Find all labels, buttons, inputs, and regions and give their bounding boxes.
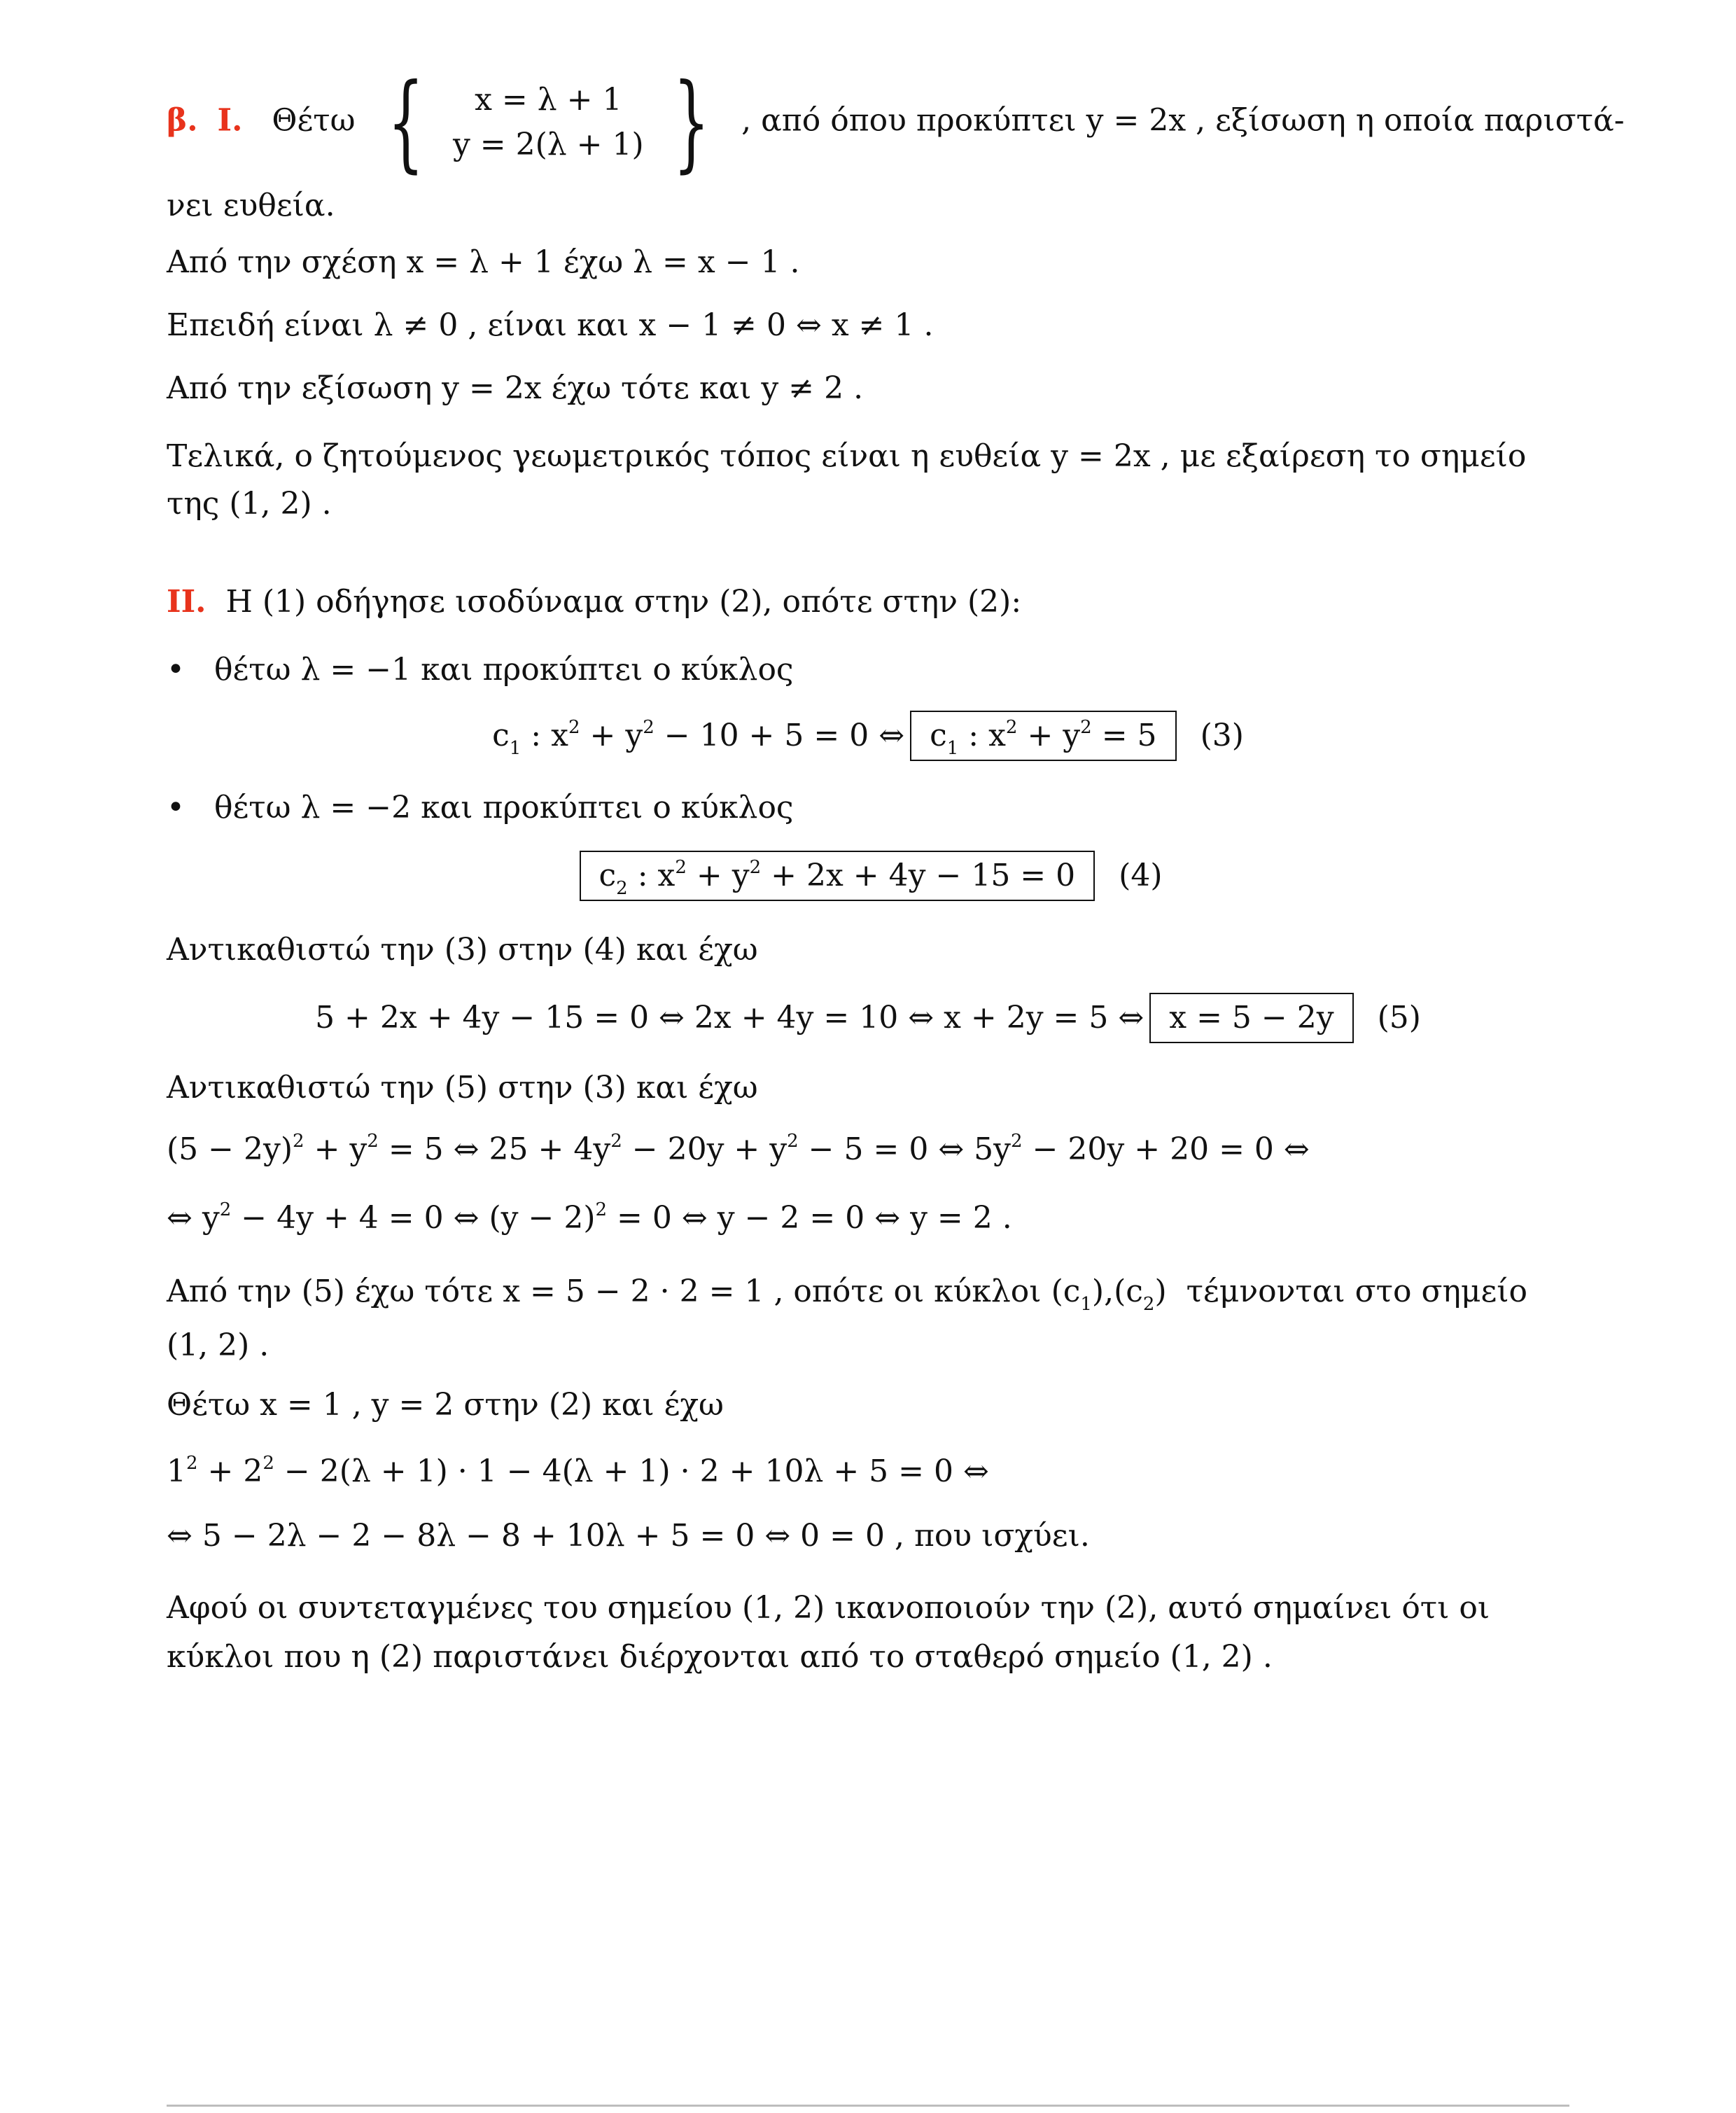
text-line: Αντικαθιστώ την (5) στην (3) και έχω: [167, 1070, 758, 1106]
equation-tag: (5): [1377, 1000, 1421, 1035]
equation-tag: (3): [1200, 718, 1244, 753]
equation-line: ⇔ $y^2 - 4y + 4 = 0$ ⇔ $(y - 2)^2 = 0$ ⇔ y − 2 = 0 ⇔ y = 2 .: [167, 1199, 1012, 1236]
equation-math: 5 + 2x + 4y − 15 = 0 ⇔ 2x + 4y = 10 ⇔ x + 2y = 5 ⇔: [315, 1000, 1144, 1035]
part-ii-heading: [167, 584, 1022, 620]
bullet-icon: •: [167, 652, 185, 688]
final-line: κύκλοι που η (2) παριστάνει διέρχονται από το σταθερό σημείο (1, 2) .: [167, 1639, 1273, 1675]
bullet-item: [167, 790, 794, 825]
boxed-equation: x = 5 − 2y: [1149, 993, 1353, 1043]
equation-math: $c_1$ : $x^2 + y^2 - 10 + 5 = 0$ ⇔: [492, 717, 905, 759]
equation-line: $1^2 + 2^2 - 2(\lambda + 1) \cdot 1 - 4(\lambda + 1) \cdot 2 + 10\lambda + 5 = 0$ ⇔: [167, 1453, 989, 1489]
intro-text: Θέτω: [272, 102, 356, 139]
text-line: τέμνονται στο σημείο: [1186, 1274, 1527, 1309]
roman-one-label: Ι.: [217, 102, 243, 139]
part-b-first-line: [167, 62, 1625, 183]
text-line: Επειδή είναι λ ≠ 0 , είναι και x − 1 ≠ 0 ⇔ x ≠ 1 .: [167, 307, 934, 343]
system-equation-1: x = λ + 1: [475, 82, 622, 118]
text-line: νει ευθεία.: [167, 188, 335, 223]
text-line: Αντικαθιστώ την (3) στην (4) και έχω: [167, 932, 758, 968]
text-line: Από την (5) έχω τότε x = 5 − 2 · 2 = 1 , οπότε οι κύκλοι: [167, 1274, 1042, 1309]
right-brace-icon: }: [673, 62, 710, 183]
part-b-label: β.: [167, 102, 198, 139]
part-ii-intro: Η (1) οδήγησε ισοδύναμα στην (2), οπότε στην (2):: [225, 584, 1022, 620]
bullet-icon: •: [167, 790, 185, 825]
conclusion-line: Τελικά, ο ζητούμενος γεωμετρικός τόπος είναι η ευθεία y = 2x , με εξαίρεση το σημείο: [167, 438, 1527, 474]
boxed-equation: $c_1$ : $x^2 + y^2 = 5$: [910, 711, 1176, 761]
equation-line: ⇔ 5 − 2λ − 2 − 8λ − 8 + 10λ + 5 = 0 ⇔ 0 = 0 , που ισχύει.: [167, 1518, 1090, 1554]
after-system-text: , από όπου προκύπτει y = 2x , εξίσωση η οποία παριστά-: [741, 102, 1625, 139]
text-line: Θέτω x = 1 , y = 2 στην (2) και έχω: [167, 1387, 724, 1423]
page-footer-divider: [167, 2105, 1569, 2107]
text-line: Από την εξίσωση y = 2x έχω τότε και y ≠ 2 .: [167, 370, 864, 406]
text-line: Από την σχέση x = λ + 1 έχω λ = x − 1 .: [167, 244, 800, 280]
boxed-equation: $c_2$ : $x^2 + y^2 + 2x + 4y - 15 = 0$: [580, 851, 1096, 901]
text-line: (1, 2) .: [167, 1327, 270, 1363]
equation-tag: (4): [1119, 858, 1163, 893]
intersection-line: [167, 1274, 1527, 1315]
bullet-text: θέτω λ = −1 και προκύπτει ο κύκλος: [214, 652, 794, 688]
circles-notation: $(c_1),(c_2)$: [1051, 1274, 1167, 1315]
equation-4: [0, 851, 1736, 901]
equation-5: [0, 993, 1736, 1043]
equation-3: [0, 711, 1736, 761]
bullet-item: [167, 652, 794, 688]
left-brace-icon: {: [386, 62, 424, 183]
roman-two-label: ΙΙ.: [167, 584, 206, 620]
conclusion-line: της (1, 2) .: [167, 486, 332, 522]
system-equation-2: y = 2(λ + 1): [452, 127, 644, 162]
bullet-text: θέτω λ = −2 και προκύπτει ο κύκλος: [214, 790, 794, 825]
final-line: Αφού οι συντεταγμένες του σημείου (1, 2) ικανοποιούν την (2), αυτό σημαίνει ότι οι: [167, 1590, 1490, 1626]
equation-line: $(5 - 2y)^2 + y^2 = 5$ ⇔ $25 + 4y^2 - 20y + y^2 - 5 = 0$ ⇔ $5y^2 - 20y + 20 = 0$ ⇔: [167, 1131, 1310, 1167]
equation-system: [372, 62, 725, 183]
